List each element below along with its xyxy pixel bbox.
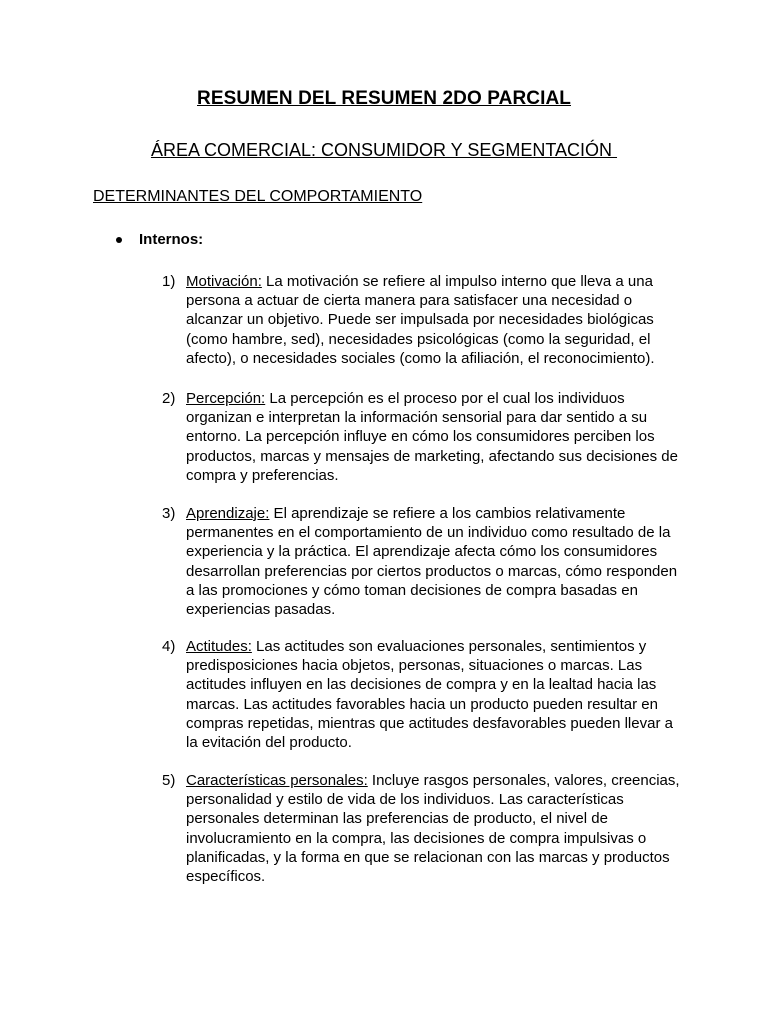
item-description: Las actitudes son evaluaciones personales, sentimientos y predisposiciones hacia objetos, personas, situaciones o marcas. Las actitudes influyen en las decisiones de compra y en la lealtad hacia las marcas. Las actitudes favorables hacia un producto pueden resultar en compras repetidas, mientras que actitudes desfavorables pueden llevar a la evitación del producto. — [186, 638, 673, 752]
item-number: 2) — [162, 390, 176, 407]
item-label: Motivación: — [186, 273, 262, 290]
item-description: El aprendizaje se refiere a los cambios relativamente permanentes en el comportamiento de un individuo como resultado de la experiencia y la práctica. El aprendizaje afecta cómo los consumidores desarrollan preferencias por ciertos productos o marcas, cómo responden a las promociones y cómo toman decisiones de compra basadas en experiencias pasadas. — [186, 505, 678, 619]
section-heading: DETERMINANTES DEL COMPORTAMIENTO — [93, 188, 423, 205]
numbered-item-aprendizaje — [162, 504, 682, 619]
item-body — [186, 389, 682, 485]
numbered-item-caracteristicas — [162, 771, 682, 886]
item-label: Aprendizaje: — [186, 505, 270, 522]
item-number: 5) — [162, 772, 176, 789]
item-body — [186, 771, 682, 886]
item-label: Percepción: — [186, 390, 266, 407]
item-body — [186, 504, 682, 619]
item-description: La motivación se refiere al impulso interno que lleva a una persona a actuar de cierta manera para satisfacer una necesidad o alcanzar un objetivo. Puede ser impulsada por necesidades biológicas (como hambre, sed), necesidades psicológicas (como la seguridad, el afecto), o necesidades sociales (como la afiliación, el reconocimiento). — [186, 273, 655, 367]
numbered-item-percepcion — [162, 389, 682, 485]
item-description: Incluye rasgos personales, valores, creencias, personalidad y estilo de vida de los individuos. Las características personales determinan las preferencias de producto, el nivel de involucramiento en la compra, las decisiones de compra impulsivas o planificadas, y la forma en que se relacionan con las marcas y productos específicos. — [186, 772, 680, 886]
document-subtitle: ÁREA COMERCIAL: CONSUMIDOR Y SEGMENTACIÓN — [150, 140, 618, 160]
document-title: RESUMEN DEL RESUMEN 2DO PARCIAL — [197, 88, 571, 109]
item-description: La percepción es el proceso por el cual los individuos organizan e interpretan la información sensorial para dar sentido a su entorno. La percepción influye en cómo los consumidores perciben los productos, marcas y mensajes de marketing, afectando sus decisiones de compra y preferencias. — [186, 390, 678, 484]
bullet-label: Internos: — [139, 231, 204, 248]
item-number: 4) — [162, 638, 176, 655]
item-label: Actitudes: — [186, 638, 252, 655]
item-body — [186, 272, 682, 368]
item-number: 1) — [162, 273, 176, 290]
item-body — [186, 637, 682, 752]
bullet-list-item — [116, 231, 203, 248]
numbered-item-motivacion — [162, 272, 682, 368]
numbered-item-actitudes — [162, 637, 682, 752]
item-label: Características personales: — [186, 772, 368, 789]
bullet-dot-icon — [116, 237, 122, 243]
item-number: 3) — [162, 505, 176, 522]
